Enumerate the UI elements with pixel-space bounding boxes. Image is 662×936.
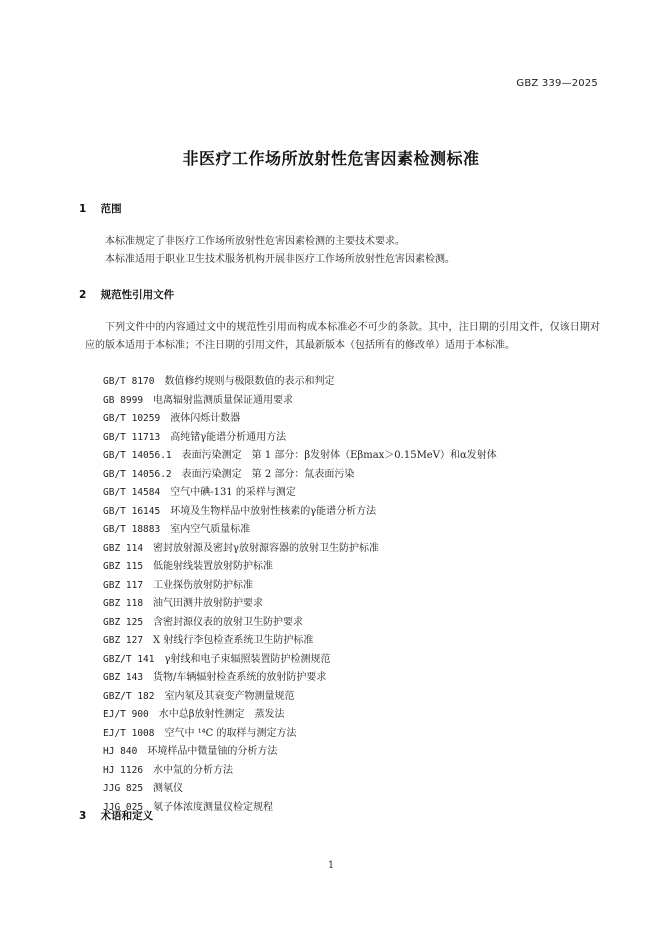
reference-code: GB/T 14056.1 — [103, 450, 172, 461]
reference-item — [103, 447, 497, 466]
reference-code: GB/T 14584 — [103, 487, 161, 498]
reference-code: GBZ 114 — [103, 542, 144, 554]
reference-title: 环境及生物样品中放射性核素的γ能谱分析方法 — [170, 505, 377, 517]
reference-item — [103, 373, 497, 392]
reference-code: GB/T 8170 — [103, 376, 155, 387]
reference-title: 室内空气质量标准 — [170, 524, 251, 535]
reference-code: GBZ/T 182 — [103, 690, 155, 702]
reference-code: GB/T 11713 — [103, 431, 161, 443]
section-heading-terms-definitions — [79, 808, 153, 823]
reference-code: JJG 025 — [103, 801, 144, 813]
reference-title: X 射线行李包检查系统卫生防护标准 — [153, 635, 314, 646]
reference-code: GBZ/T 141 — [103, 653, 155, 665]
reference-title: 水中总β放射性测定 蒸发法 — [158, 709, 285, 720]
reference-title: 表面污染测定 第 1 部分：β发射体（Eβmax＞0.15MeV）和α发射体 — [181, 450, 497, 461]
reference-title: 货物/车辆辐射检查系统的放射防护要求 — [153, 672, 327, 683]
section-title: 范围 — [100, 203, 122, 215]
section-heading-scope — [79, 201, 122, 216]
scope-paragraph-2: 本标准适用于职业卫生技术服务机构开展非医疗工作场所放射性危害因素检测。 — [105, 254, 455, 265]
reference-code: HJ 840 — [103, 746, 138, 757]
section-title: 术语和定义 — [100, 810, 154, 822]
reference-item — [103, 762, 497, 781]
reference-title: 室内氡及其衰变产物测量规范 — [164, 690, 295, 702]
reference-title: 环境样品中微量铀的分析方法 — [147, 746, 278, 757]
reference-item — [103, 429, 497, 448]
reference-item — [103, 725, 497, 744]
section-number: 1 — [79, 203, 87, 215]
scope-paragraph-1: 本标准规定了非医疗工作场所放射性危害因素检测的主要技术要求。 — [105, 236, 405, 247]
normative-intro-paragraph: 下列文件中的内容通过文中的规范性引用而构成本标准必不可少的条款。其中，注日期的引用文件，仅该日期对应的版本适用于本标准；不注日期的引用文件，其最新版本（包括所有的修改单）适用于本标准。 — [85, 322, 600, 351]
reference-title: 表面污染测定 第 2 部分：氚表面污染 — [181, 468, 355, 480]
reference-title: 空气中碘-131 的采样与测定 — [170, 487, 296, 498]
reference-item — [103, 503, 497, 522]
page-number: 1 — [327, 860, 335, 871]
reference-code: GBZ 125 — [103, 616, 144, 628]
reference-code: GBZ 127 — [103, 635, 144, 646]
reference-title: 水中氚的分析方法 — [153, 764, 234, 776]
document-title: 非医疗工作场所放射性危害因素检测标准 — [182, 149, 480, 168]
reference-title: 测氡仪 — [153, 783, 184, 794]
reference-code: GB/T 16145 — [103, 505, 161, 517]
reference-title: 高纯锗γ能谱分析通用方法 — [170, 431, 287, 443]
reference-item — [103, 706, 497, 725]
reference-item — [103, 466, 497, 485]
reference-code: GBZ 143 — [103, 672, 144, 683]
reference-item — [103, 558, 497, 577]
standard-code: GBZ 339—2025 — [516, 78, 598, 89]
reference-title: 电离辐射监测质量保证通用要求 — [153, 394, 294, 406]
reference-code: GB 8999 — [103, 394, 144, 406]
reference-code: GBZ 118 — [103, 598, 144, 609]
reference-item — [103, 799, 497, 818]
reference-item — [103, 669, 497, 688]
reference-title: 密封放射源及密封γ放射源容器的放射卫生防护标准 — [153, 542, 380, 554]
reference-title: γ射线和电子束辐照装置防护检测规范 — [164, 653, 331, 665]
reference-item — [103, 595, 497, 614]
reference-code: GB/T 10259 — [103, 413, 161, 424]
reference-item — [103, 614, 497, 633]
reference-item — [103, 540, 497, 559]
reference-title: 数值修约规则与极限数值的表示和判定 — [164, 376, 335, 387]
reference-item — [103, 743, 497, 762]
section-number: 3 — [79, 810, 87, 822]
reference-code: EJ/T 900 — [103, 709, 149, 720]
reference-item — [103, 484, 497, 503]
reference-title: 油气田测井放射防护要求 — [153, 598, 264, 609]
reference-title: 低能射线装置放射防护标准 — [153, 561, 274, 572]
reference-code: GB/T 14056.2 — [103, 468, 172, 480]
reference-item — [103, 780, 497, 799]
reference-title: 液体闪烁计数器 — [170, 413, 241, 424]
reference-code: GBZ 117 — [103, 579, 144, 591]
reference-code: JJG 825 — [103, 783, 144, 794]
reference-item — [103, 688, 497, 707]
reference-code: GBZ 115 — [103, 561, 144, 572]
reference-code: HJ 1126 — [103, 764, 144, 776]
reference-item — [103, 410, 497, 429]
reference-item — [103, 632, 497, 651]
reference-item — [103, 651, 497, 670]
reference-title: 氡子体浓度测量仪检定规程 — [153, 801, 274, 813]
reference-title: 含密封源仪表的放射卫生防护要求 — [153, 616, 304, 628]
section-heading-normative-references — [79, 287, 174, 302]
reference-code: GB/T 18883 — [103, 524, 161, 535]
section-number: 2 — [79, 289, 87, 301]
reference-list — [103, 373, 497, 817]
reference-item — [103, 392, 497, 411]
reference-title: 工业探伤放射防护标准 — [153, 579, 254, 591]
reference-item — [103, 577, 497, 596]
reference-item — [103, 521, 497, 540]
reference-code: EJ/T 1008 — [103, 727, 155, 739]
section-title: 规范性引用文件 — [100, 289, 175, 301]
reference-title: 空气中 ¹⁴C 的取样与测定方法 — [164, 727, 297, 739]
